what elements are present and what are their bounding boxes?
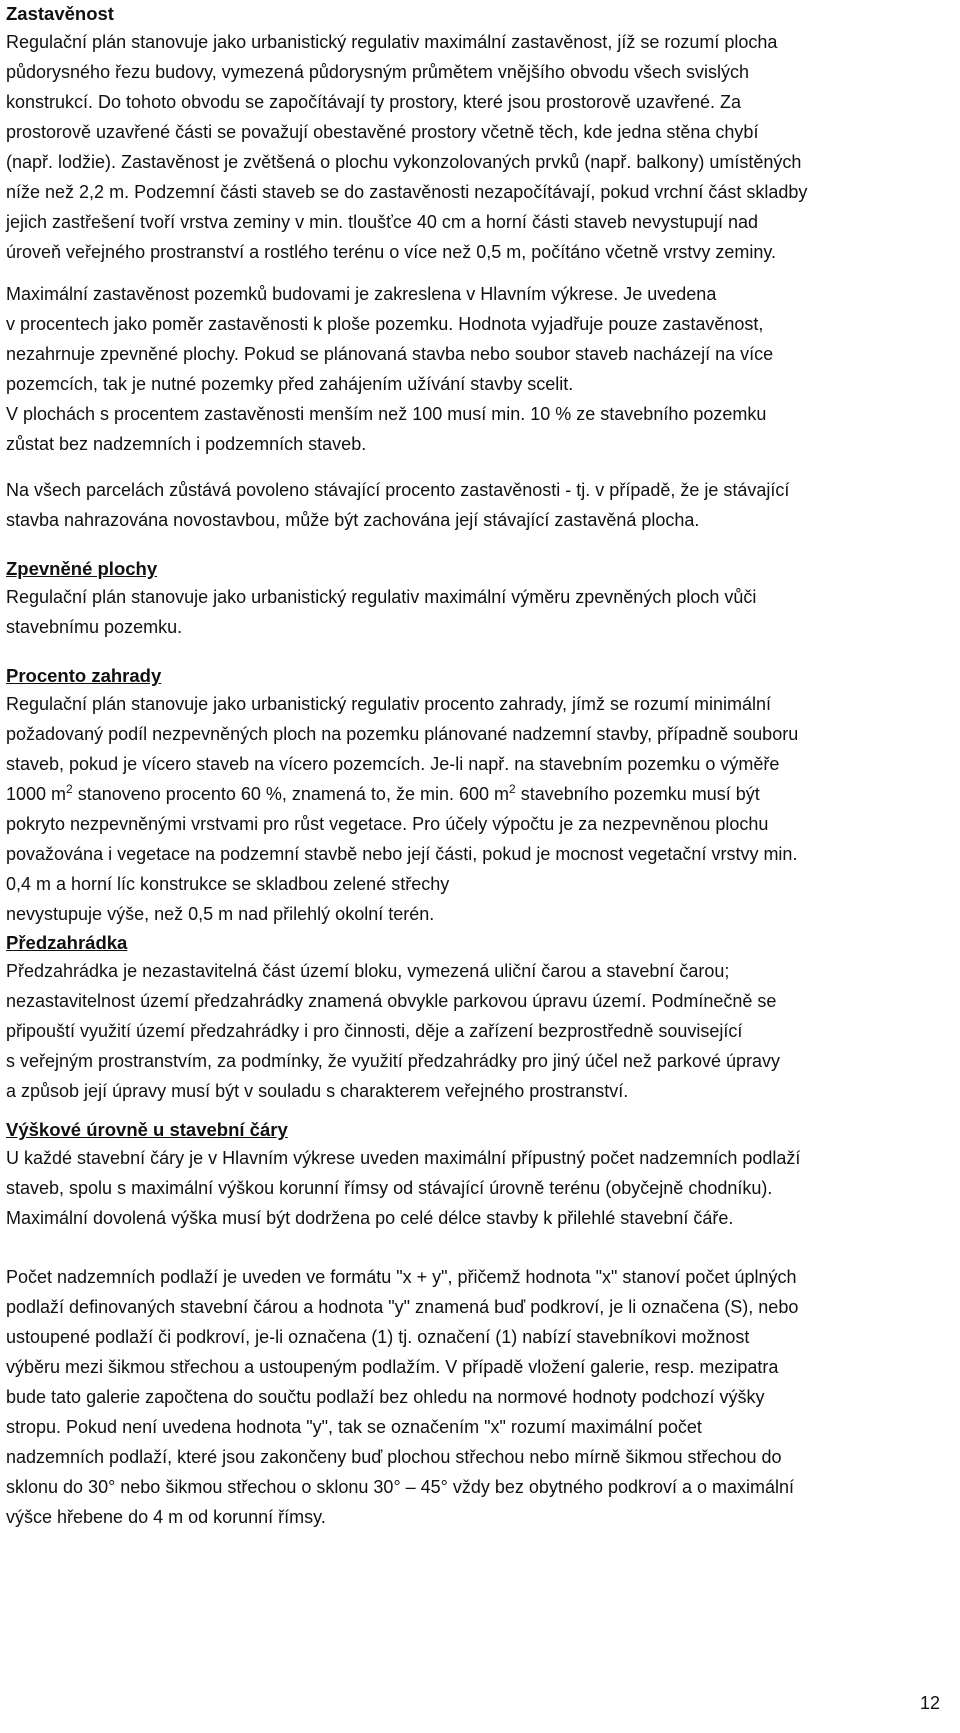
heading-procento-zahrady: Procento zahrady <box>6 665 162 686</box>
text-line: Na všech parcelách zůstává povoleno stávající procento zastavěnosti - tj. v případě, že je stávající <box>6 480 790 500</box>
text-line: půdorysného řezu budovy, vymezená půdorysným průmětem vnějšího obvodu všech svislých <box>6 62 750 82</box>
text-line: ustoupené podlaží či podkroví, je-li označena (1) tj. označení (1) nabízí stavebníkovi možnost <box>6 1327 750 1347</box>
text-line: pozemcích, tak je nutné pozemky před zahájením užívání stavby scelit. <box>6 374 574 394</box>
text-line: a způsob její úpravy musí být v souladu s charakterem veřejného prostranství. <box>6 1081 629 1101</box>
text-fragment: stavebního pozemku musí být <box>515 784 760 804</box>
paragraph-vyskove-urovne-2 <box>6 1262 798 1532</box>
section-procento-zahrady <box>6 662 161 690</box>
text-line: požadovaný podíl nezpevněných ploch na pozemku plánované nadzemní stavby, případně souboru <box>6 724 799 744</box>
text-line: považována i vegetace na podzemní stavbě nebo její části, pokud je mocnost vegetační vrstvy min. <box>6 844 798 864</box>
text-line: pokryto nezpevněnými vrstvami pro růst vegetace. Pro účely výpočtu je za nezpevněnou plochu <box>6 814 769 834</box>
text-line: Maximální zastavěnost pozemků budovami je zakreslena v Hlavním výkrese. Je uvedena <box>6 284 717 304</box>
paragraph-zastavenost-3 <box>6 399 766 459</box>
heading-zpevnene-plochy: Zpevněné plochy <box>6 558 158 579</box>
text-line: stavba nahrazována novostavbou, může být zachována její stávající zastavěná plocha. <box>6 510 700 530</box>
text-line: nezastavitelnost území předzahrádky znamená obvykle parkovou úpravu území. Podmínečně se <box>6 991 777 1011</box>
text-fragment: 1000 m <box>6 784 67 804</box>
text-line: stavebnímu pozemku. <box>6 617 183 637</box>
text-line: Regulační plán stanovuje jako urbanistický regulativ procento zahrady, jímž se rozumí minimální <box>6 694 772 714</box>
text-line: Regulační plán stanovuje jako urbanistický regulativ maximální výměru zpevněných ploch vůči <box>6 587 757 607</box>
page-number: 12 <box>919 1693 940 1713</box>
section-predzahradka <box>6 929 127 957</box>
text-line: jejich zastřešení tvoří vrstva zeminy v min. tloušťce 40 cm a horní části staveb nevystupují nad <box>6 212 759 232</box>
text-line: Regulační plán stanovuje jako urbanistický regulativ maximální zastavěnost, jíž se rozumí plocha <box>6 32 778 52</box>
text-line: staveb, pokud je vícero staveb na vícero pozemcích. Je-li např. na stavebním pozemku o výměře <box>6 754 780 774</box>
text-line: podlaží definovaných stavební čárou a hodnota "y" znamená buď podkroví, je li označena (S), nebo <box>6 1297 799 1317</box>
paragraph-predzahradka <box>6 956 780 1106</box>
superscript: 2 <box>66 782 73 796</box>
text-line: zůstat bez nadzemních i podzemních staveb. <box>6 434 367 454</box>
text-line: konstrukcí. Do tohoto obvodu se započítávají ty prostory, které jsou prostorově uzavřené. Za <box>6 92 742 112</box>
text-line: v procentech jako poměr zastavěnosti k ploše pozemku. Hodnota vyjadřuje pouze zastavěnost, <box>6 314 764 334</box>
section-zastavenost <box>6 0 114 28</box>
paragraph-zastavenost-1 <box>6 27 807 267</box>
text-line: V plochách s procentem zastavěnosti menším než 100 musí min. 10 % ze stavebního pozemku <box>6 404 767 424</box>
text-line: sklonu do 30° nebo šikmou střechou o sklonu 30° – 45° vždy bez obytného podkroví a o maximální <box>6 1477 795 1497</box>
text-line-with-superscript <box>6 779 798 809</box>
text-line: Maximální dovolená výška musí být dodržena po celé délce stavby k přilehlé stavební čáře. <box>6 1208 734 1228</box>
text-line: U každé stavební čáry je v Hlavním výkrese uveden maximální přípustný počet nadzemních podlaží <box>6 1148 801 1168</box>
text-fragment: stanoveno procento 60 %, znamená to, že min. 600 m <box>72 784 509 804</box>
heading-predzahradka: Předzahrádka <box>6 932 128 953</box>
text-line: Počet nadzemních podlaží je uveden ve formátu "x + y", přičemž hodnota "x" stanoví počet úplných <box>6 1267 797 1287</box>
text-line: (např. lodžie). Zastavěnost je zvětšená o plochu vykonzolovaných prvků (např. balkony) umístěných <box>6 152 802 172</box>
paragraph-vyskove-urovne-1 <box>6 1143 800 1233</box>
text-line: bude tato galerie započtena do součtu podlaží bez ohledu na normové hodnoty podchozí výšky <box>6 1387 765 1407</box>
text-line: nezahrnuje zpevněné plochy. Pokud se plánovaná stavba nebo soubor staveb nacházejí na více <box>6 344 774 364</box>
text-line: výběru mezi šikmou střechou a ustoupeným podlažím. V případě vložení galerie, resp. mezipatra <box>6 1357 779 1377</box>
heading-vyskove-urovne: Výškové úrovně u stavební čáry <box>6 1119 288 1140</box>
paragraph-zpevnene-plochy <box>6 582 756 642</box>
section-vyskove-urovne <box>6 1116 288 1144</box>
text-line: Předzahrádka je nezastavitelná část území bloku, vymezená uliční čarou a stavební čarou; <box>6 961 730 981</box>
text-line: prostorově uzavřené části se považují obestavěné prostory včetně těch, kde jedna stěna chybí <box>6 122 759 142</box>
text-line: úroveň veřejného prostranství a rostlého terénu o více než 0,5 m, počítáno včetně vrstvy zeminy. <box>6 242 777 262</box>
superscript: 2 <box>509 782 516 796</box>
heading-zastavenost: Zastavěnost <box>6 3 114 24</box>
text-line: s veřejným prostranstvím, za podmínky, že využití předzahrádky pro jiný účel než parkové úpravy <box>6 1051 780 1071</box>
text-line: staveb, spolu s maximální výškou korunní římsy od stávající úrovně terénu (obyčejně chodníku). <box>6 1178 773 1198</box>
section-zpevnene-plochy <box>6 555 157 583</box>
text-line: nadzemních podlaží, které jsou zakončeny buď plochou střechou nebo mírně šikmou střechou do <box>6 1447 782 1467</box>
text-line: připouští využití území předzahrádky i pro činnosti, děje a zařízení bezprostředně související <box>6 1021 743 1041</box>
text-line: níže než 2,2 m. Podzemní části staveb se do zastavěnosti nezapočítávají, pokud vrchní část skladby <box>6 182 808 202</box>
text-line: 0,4 m a horní líc konstrukce se skladbou zelené střechy <box>6 874 450 894</box>
paragraph-zastavenost-4 <box>6 475 789 535</box>
paragraph-procento-zahrady <box>6 689 798 929</box>
text-line: nevystupuje výše, než 0,5 m nad přilehlý okolní terén. <box>6 904 435 924</box>
text-line: stropu. Pokud není uvedena hodnota "y", tak se označením "x" rozumí maximální počet <box>6 1417 702 1437</box>
text-line: výšce hřebene do 4 m od korunní římsy. <box>6 1507 326 1527</box>
paragraph-zastavenost-2 <box>6 279 773 399</box>
